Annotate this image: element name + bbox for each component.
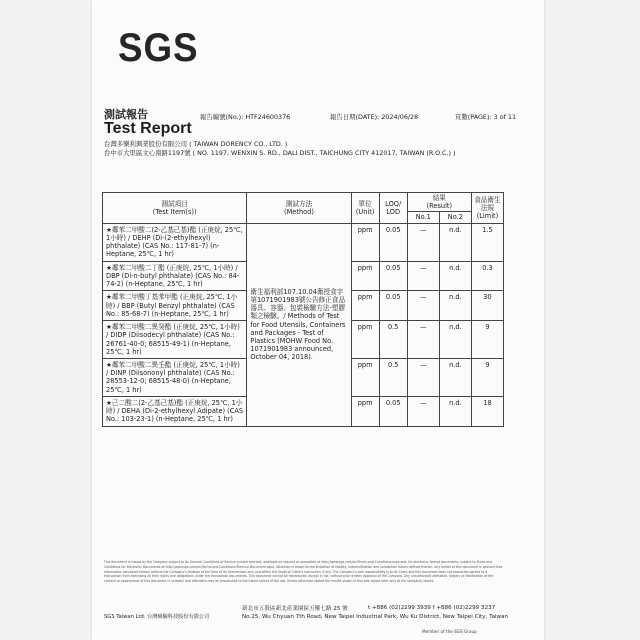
- header-method: [247, 193, 351, 224]
- loq-cell: 0.05: [379, 291, 407, 321]
- footer-company: SGS Taiwan Ltd. 台灣檢驗科技股份有限公司: [104, 614, 210, 620]
- footer-address-cn: 新北市五股區新北產業園區五權七路 25 號: [242, 606, 348, 612]
- result-no2-cell: n.d.: [439, 396, 471, 426]
- header-limit-en: (Limit): [476, 211, 499, 220]
- loq-cell: 0.5: [379, 358, 407, 396]
- table-row: [103, 223, 504, 261]
- result-no1-cell: —: [407, 321, 439, 359]
- header-result-cn: 結果: [432, 194, 446, 202]
- limit-cell: 9: [471, 321, 503, 359]
- report-number: 報告編號(No.): HTF24600376: [200, 113, 291, 121]
- loq-cell: 0.05: [379, 396, 407, 426]
- header-result: [407, 193, 471, 212]
- sgs-logo: SGS: [118, 26, 199, 70]
- client-address: 台中市大里區文心南路1197號 ( NO. 1197, WENXIN S. RD., DALI DIST., TAICHUNG CITY 412017, TAIWAN (R.O.C.) ): [104, 149, 456, 157]
- header-unit-en: (Unit): [355, 207, 375, 216]
- result-no2-cell: n.d.: [439, 321, 471, 359]
- unit-cell: ppm: [351, 321, 379, 359]
- result-no1-cell: —: [407, 223, 439, 261]
- header-unit-cn: 單位: [358, 199, 372, 208]
- client-name: 台灣多樂利興業股份有限公司 ( TAIWAN DORENCY CO., LTD. ): [104, 140, 288, 148]
- header-loq: LOQ/ LOD: [379, 193, 407, 224]
- result-no1-cell: —: [407, 358, 439, 396]
- header-limit-cn: 食品衛生法規: [474, 195, 501, 212]
- result-no1-cell: —: [407, 396, 439, 426]
- result-no2-cell: n.d.: [439, 358, 471, 396]
- footer-phone: t +886 (02)2299 3939 f +886 (02)2299 3237: [368, 605, 496, 611]
- results-table: [102, 192, 504, 427]
- page-indicator: 頁數(PAGE): 3 of 11: [455, 113, 517, 121]
- footer-member: Member of the SGS Group: [422, 629, 477, 634]
- header-no1: No.1: [407, 212, 439, 223]
- limit-cell: 1.5: [471, 223, 503, 261]
- loq-cell: 0.5: [379, 321, 407, 359]
- test-item-cell: ★鄰苯二甲酸丁基苯甲酯 (正庚烷, 25℃, 1小時) / BBP (Butyl Benzyl phthalate) (CAS No.: 85-68-7) (n-Heptane, 25℃, 1 hr): [103, 291, 247, 321]
- header-test-item-cn: 測試項目: [161, 199, 188, 208]
- test-item-cell: ★己二酸二(2-乙基己基)酯 (正庚烷, 25℃, 1小時) / DEHA (Di-2-ethylhexyl Adipate) (CAS No.: 103-23-1) (n-Heptane, 25℃, 1 hr): [103, 396, 247, 426]
- test-item-cell: ★鄰苯二甲酸二異癸酯 (正庚烷, 25℃, 1小時) / DIDP (Diisodecyl phthalate) (CAS No.: 26761-40-0; 68515-49-1) (n-Heptane, 25℃, 1 hr): [103, 321, 247, 359]
- header-limit: [471, 193, 503, 224]
- loq-cell: 0.05: [379, 223, 407, 261]
- unit-cell: ppm: [351, 223, 379, 261]
- result-no1-cell: —: [407, 261, 439, 291]
- result-no2-cell: n.d.: [439, 223, 471, 261]
- footer-address-en: No.25, Wu Chyuan 7th Road, New Taipei Industrial Park, Wu Ku District, New Taipei City, Taiwan: [242, 614, 509, 621]
- legal-footnote: This document is issued by the Company subject to its General Conditions of Service printed overleaf, available on request or accessible at http://www.sgs.com/en/Terms-and-Conditions.aspx and, for electronic format documents, subject to Terms and Conditions for Electronic Documents at http://www.sgs.com/en/Terms-and-Conditions/Terms-e-Document.aspx. Attention is drawn to the limitation of liability, indemnification and jurisdiction issues defined therein. Any holder of this document is advised that information contained hereon reflects the Company's findings at the time of its intervention only and within the limits of Client's instruction, if any. The Company's sole responsibility is to its Client and this document does not exonerate parties to a transaction from exercising all their rights and obligations under the transaction documents. This document cannot be reproduced, except in full, without prior written approval of the Company. Any unauthorized alteration, forgery or falsification of the content or appearance of this document is unlawful and offenders may be prosecuted to the fullest extent of the law. Unless otherwise stated the results shown in this test report refer only to the sample(s) tested.: [104, 560, 502, 584]
- result-no2-cell: n.d.: [439, 261, 471, 291]
- method-cell: 衛生福利部107.10.04衛授食字第1071901983號公告修正食品器具、容器、包裝檢驗方法-塑膠類之檢驗。/ Methods of Test for Food Utensils, Containers and Packages - Test of Plastics (MOHW Food No. 1071901983 announced, October 04, 2018).: [247, 223, 351, 426]
- limit-cell: 9: [471, 358, 503, 396]
- header-test-item-en: (Test Item(s)): [152, 207, 197, 216]
- header-test-item: [103, 193, 247, 224]
- header-result-en: (Result): [426, 202, 453, 211]
- report-title-en: Test Report: [104, 120, 192, 137]
- header-no2: No.2: [439, 212, 471, 223]
- report-title-cn: 測試報告: [104, 108, 148, 121]
- header-method-en: (Method): [284, 207, 314, 216]
- unit-cell: ppm: [351, 261, 379, 291]
- test-item-cell: ★鄰苯二甲酸二異壬酯 (正庚烷, 25℃, 1小時) / DINP (Diisononyl phthalate) (CAS No.: 28553-12-0; 68515-48-0) (n-Heptane, 25℃, 1 hr): [103, 358, 247, 396]
- report-date: 報告日期(DATE): 2024/06/28: [330, 113, 419, 121]
- unit-cell: ppm: [351, 291, 379, 321]
- report-page: [92, 0, 544, 640]
- header-unit: [351, 193, 379, 224]
- result-no2-cell: n.d.: [439, 291, 471, 321]
- test-item-cell: ★鄰苯二甲酸二(2-乙基己基)酯 (正庚烷, 25℃, 1小時) / DEHP (Di-(2-ethylhexyl) phthalate) (CAS No.: 117-81-7) (n-Heptane, 25℃, 1 hr): [103, 223, 247, 261]
- limit-cell: 30: [471, 291, 503, 321]
- unit-cell: ppm: [351, 358, 379, 396]
- limit-cell: 18: [471, 396, 503, 426]
- limit-cell: 0.3: [471, 261, 503, 291]
- loq-cell: 0.05: [379, 261, 407, 291]
- header-method-cn: 測試方法: [285, 199, 313, 208]
- test-item-cell: ★鄰苯二甲酸二丁酯 (正庚烷, 25℃, 1小時) / DBP (Di-n-butyl phthalate) (CAS No.: 84-74-2) (n-Heptane, 25℃, 1 hr): [103, 261, 247, 291]
- result-no1-cell: —: [407, 291, 439, 321]
- unit-cell: ppm: [351, 396, 379, 426]
